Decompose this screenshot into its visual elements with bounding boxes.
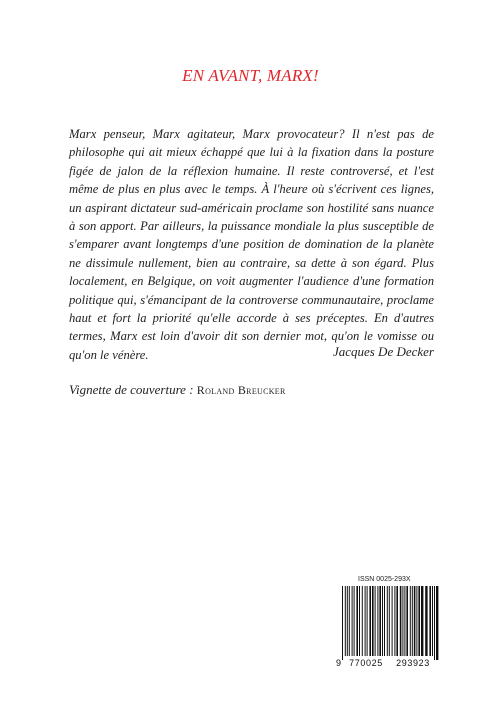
barcode-bar	[416, 586, 417, 656]
barcode-bar	[396, 586, 398, 656]
barcode-graphic	[334, 586, 442, 668]
barcode-bar	[418, 586, 420, 656]
blurb-paragraph: Marx penseur, Marx agitateur, Marx provocateur? Il n'est pas de philosophe qui ait mieux échappé que lui à la fixation dans la posture figée de jalon de la réflexion humaine. Il reste controversé, et l'est même de plus en plus avec le temps. À l'heure où s'écrivent ces lignes, un aspirant dictateur sud-américain proclame son hostilité sans nuance à son apport. Par ailleurs, la puissance mondiale la plus susceptible de s'emparer avant longtemps d'une position de domination de la planète ne dissimule nullement, bien au contraire, sa dette à son égard. Plus localement, en Belgique, on voit augmenter l'audience d'une formation politique qui, s'émancipant de la controverse communautaire, proclame haut et fort la priorité qu'elle accorde à ses préceptes. En d'autres termes, Marx est loin d'avoir dit son dernier mot, qu'on le vomisse ou qu'on le vénère.	[69, 127, 434, 362]
barcode-bar	[389, 586, 390, 656]
barcode-bar	[382, 586, 383, 656]
barcode-bar	[402, 586, 403, 656]
barcode-bar	[400, 586, 402, 656]
book-title: EN AVANT, MARX!	[182, 66, 319, 85]
barcode-bar	[354, 586, 355, 656]
barcode-bar	[392, 586, 393, 656]
barcode-bar	[410, 586, 411, 656]
cover-credit-label: Vignette de couverture :	[69, 382, 197, 397]
barcode-bar	[362, 586, 363, 656]
barcode-bar	[347, 586, 348, 656]
author-signature: Jacques De Decker	[332, 344, 434, 359]
barcode-bar	[377, 586, 378, 656]
cover-credit	[69, 382, 286, 398]
barcode-group-left: 770025	[349, 658, 383, 668]
barcode-bar	[342, 586, 343, 660]
barcode-bar	[356, 586, 358, 656]
barcode-bar	[436, 586, 438, 660]
barcode-bar	[352, 586, 353, 656]
cover-credit-name: Roland Breucker	[196, 383, 286, 397]
barcode-bar	[349, 586, 350, 656]
barcode-bar	[406, 586, 408, 656]
barcode-bar	[387, 586, 388, 656]
barcode-bar	[384, 586, 385, 656]
barcode-bar	[367, 586, 368, 656]
barcode-bar	[432, 586, 433, 656]
barcode-bars	[342, 586, 438, 660]
barcode-bar	[404, 586, 405, 656]
barcode-bar	[365, 586, 366, 656]
barcode-bar	[434, 586, 435, 660]
issn-number: ISSN 0025-293X	[358, 576, 411, 583]
barcode-bar	[372, 586, 374, 656]
barcode-bar	[394, 586, 395, 656]
barcode-bar	[375, 586, 376, 656]
barcode-group-right: 293923	[396, 658, 430, 668]
barcode-bar	[412, 586, 413, 656]
barcode	[334, 586, 442, 668]
barcode-bar	[369, 586, 371, 656]
barcode-bar	[379, 586, 381, 656]
barcode-bar	[414, 586, 416, 656]
barcode-bar	[359, 586, 360, 656]
barcode-bar	[429, 586, 431, 656]
barcode-bar	[425, 586, 427, 656]
barcode-bar	[345, 586, 346, 656]
barcode-lead-digit: 9	[336, 658, 342, 668]
barcode-bar	[421, 586, 423, 656]
